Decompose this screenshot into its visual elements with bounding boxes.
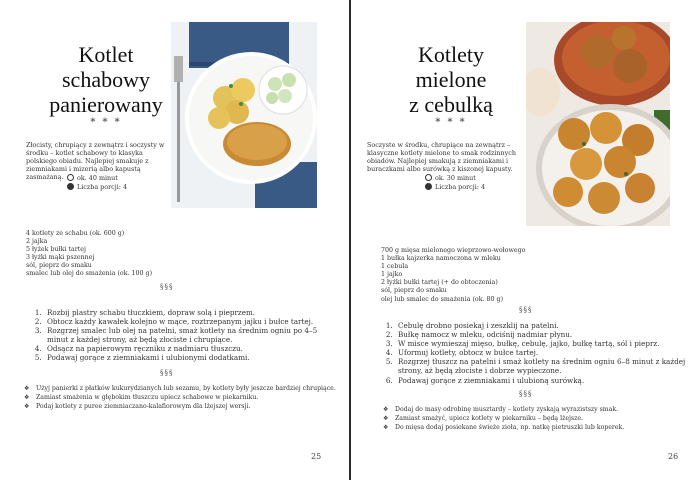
recipe-title: Kotlety mielone z cebulką bbox=[409, 42, 493, 117]
step-item: 2. Obtocz każdy kawałek kolejno w mące, roztrzepanym jajku i bułce tartej. bbox=[44, 317, 334, 326]
step-item: 5. Podawaj gorące z ziemniakami i ulubionymi dodatkami. bbox=[44, 353, 334, 362]
ingredient-item: 1 cebula bbox=[381, 263, 409, 271]
ingredient-item: 1 jajko bbox=[381, 271, 403, 279]
ingredient-item: 5 łyżek bułki tartej bbox=[26, 246, 86, 254]
ingredient-item: 4 kotlety ze schabu (ok. 600 g) bbox=[26, 230, 125, 237]
title-stars: * * * bbox=[90, 117, 122, 128]
step-item: 3. W misce wymieszaj mięso, bułkę, cebulę, jajko, bułkę tartą, sól i pieprz. bbox=[395, 339, 695, 348]
steps-list bbox=[26, 308, 334, 363]
page-number: 25 bbox=[311, 452, 322, 461]
step-item: 5. Rozgrzej tłuszcz na patelni i smaż kotlety na średnim ogniu 6–8 minut z każdej strony, aż będą złociste i dobrze wypieczone. bbox=[395, 357, 695, 375]
ingredient-item: sól, pieprz do smaku bbox=[26, 262, 92, 270]
step-item: 6. Podawaj gorące z ziemniakami i ulubioną surówką. bbox=[395, 376, 695, 385]
ingredient-item: smalec lub olej do smażenia (ok. 100 g) bbox=[26, 270, 153, 278]
servings: Liczba porcji: 4 bbox=[425, 183, 535, 192]
pork-cutlet-photo bbox=[171, 22, 317, 208]
recipe-meta bbox=[67, 174, 177, 192]
tip-item: ❖ Zamiast smażyć, upiecz kotlety w piekarniku – będą lżejsze. bbox=[395, 414, 695, 423]
tip-item: ❖ Dodaj do masy odrobinę musztardy – kotlety zyskają wyrazistszy smak. bbox=[395, 405, 695, 414]
ingredient-item: olej lub smalec do smażenia (ok. 80 g) bbox=[381, 295, 504, 303]
section-separator: §§§ bbox=[160, 369, 174, 377]
clock-icon bbox=[425, 174, 432, 181]
clock-icon bbox=[67, 174, 74, 181]
steps-list bbox=[377, 321, 695, 385]
pot-icon bbox=[425, 183, 432, 190]
ingredients-list bbox=[26, 230, 152, 279]
section-separator: §§§ bbox=[519, 306, 533, 314]
page-number: 26 bbox=[668, 452, 679, 461]
prep-time: ok. 40 minut bbox=[67, 174, 177, 183]
step-item: 2. Bułkę namocz w mleku, odciśnij nadmiar płynu. bbox=[395, 330, 695, 339]
ingredients-list bbox=[381, 247, 525, 304]
recipe-title: Kotlet schabowy panierowany bbox=[49, 42, 163, 117]
section-separator: §§§ bbox=[160, 283, 174, 291]
tip-item: ❖ Zamiast smażenia w głębokim tłuszczu upiecz schabowe w piekarniku. bbox=[36, 393, 346, 402]
step-item: 4. Odsącz na papierowym ręczniku z nadmiaru tłuszczu. bbox=[44, 344, 334, 353]
ingredient-item: 2 łyżki bułki tartej (+ do obtoczenia) bbox=[381, 279, 498, 287]
right-page bbox=[351, 0, 700, 480]
step-item: 1. Cebulę drobno posiekaj i zeszklij na patelni. bbox=[395, 321, 695, 330]
tips-list bbox=[22, 384, 346, 411]
ingredient-item: sól, pieprz do smaku bbox=[381, 287, 447, 295]
section-separator: §§§ bbox=[519, 390, 533, 398]
tip-item: ❖ Użyj panierki z płatków kukurydzianych lub sezamu, by kotlety były jeszcze bardziej chrupiące. bbox=[36, 384, 346, 393]
tip-item: ❖ Podaj kotlety z puree ziemniaczano-kalafiorowym dla lżejszej wersji. bbox=[36, 402, 346, 411]
step-item: 1. Rozbij plastry schabu tłuczkiem, dopraw solą i pieprzem. bbox=[44, 308, 334, 317]
prep-time: ok. 30 minut bbox=[425, 174, 535, 183]
pot-icon bbox=[67, 183, 74, 190]
ingredient-item: 3 łyżki mąki pszennej bbox=[26, 254, 95, 262]
tips-list bbox=[381, 405, 695, 432]
title-stars: * * * bbox=[435, 117, 467, 128]
step-item: 4. Uformuj kotlety, obtocz w bułce tartej. bbox=[395, 348, 695, 357]
recipe-description: Soczyste w środku, chrupiące na zewnątrz – klasyczne kotlety mielone to smak rodzinnych obiadów. Najlepiej smakują z ziemniakami i buraczkami albo surówką z kiszonej kapusty. bbox=[367, 141, 516, 173]
ingredient-item: 2 jajka bbox=[26, 238, 48, 246]
minced-cutlets-photo bbox=[526, 22, 670, 226]
recipe-meta bbox=[425, 174, 535, 192]
ingredient-item: 700 g mięsa mielonego wieprzowo-wołowego bbox=[381, 247, 526, 254]
tip-item: ❖ Do mięsa dodaj posiekane świeże zioła, np. natkę pietruszki lub koperek. bbox=[395, 423, 695, 432]
left-page bbox=[0, 0, 349, 480]
recipe-description: Złocisty, chrupiący z zewnątrz i soczysty w środku – kotlet schabowy to klasyka polskiego obiadu. Najlepiej smakuje z ziemniakami i mizerią albo kapustą zasmażaną. bbox=[26, 141, 165, 181]
step-item: 3. Rozgrzej smalec lub olej na patelni, smaż kotlety na średnim ogniu po 4–5 minut z każdej strony, aż będą złociste i chrupiące. bbox=[44, 326, 334, 344]
servings: Liczba porcji: 4 bbox=[67, 183, 177, 192]
ingredient-item: 1 bułka kajzerka namoczona w mleku bbox=[381, 255, 501, 263]
